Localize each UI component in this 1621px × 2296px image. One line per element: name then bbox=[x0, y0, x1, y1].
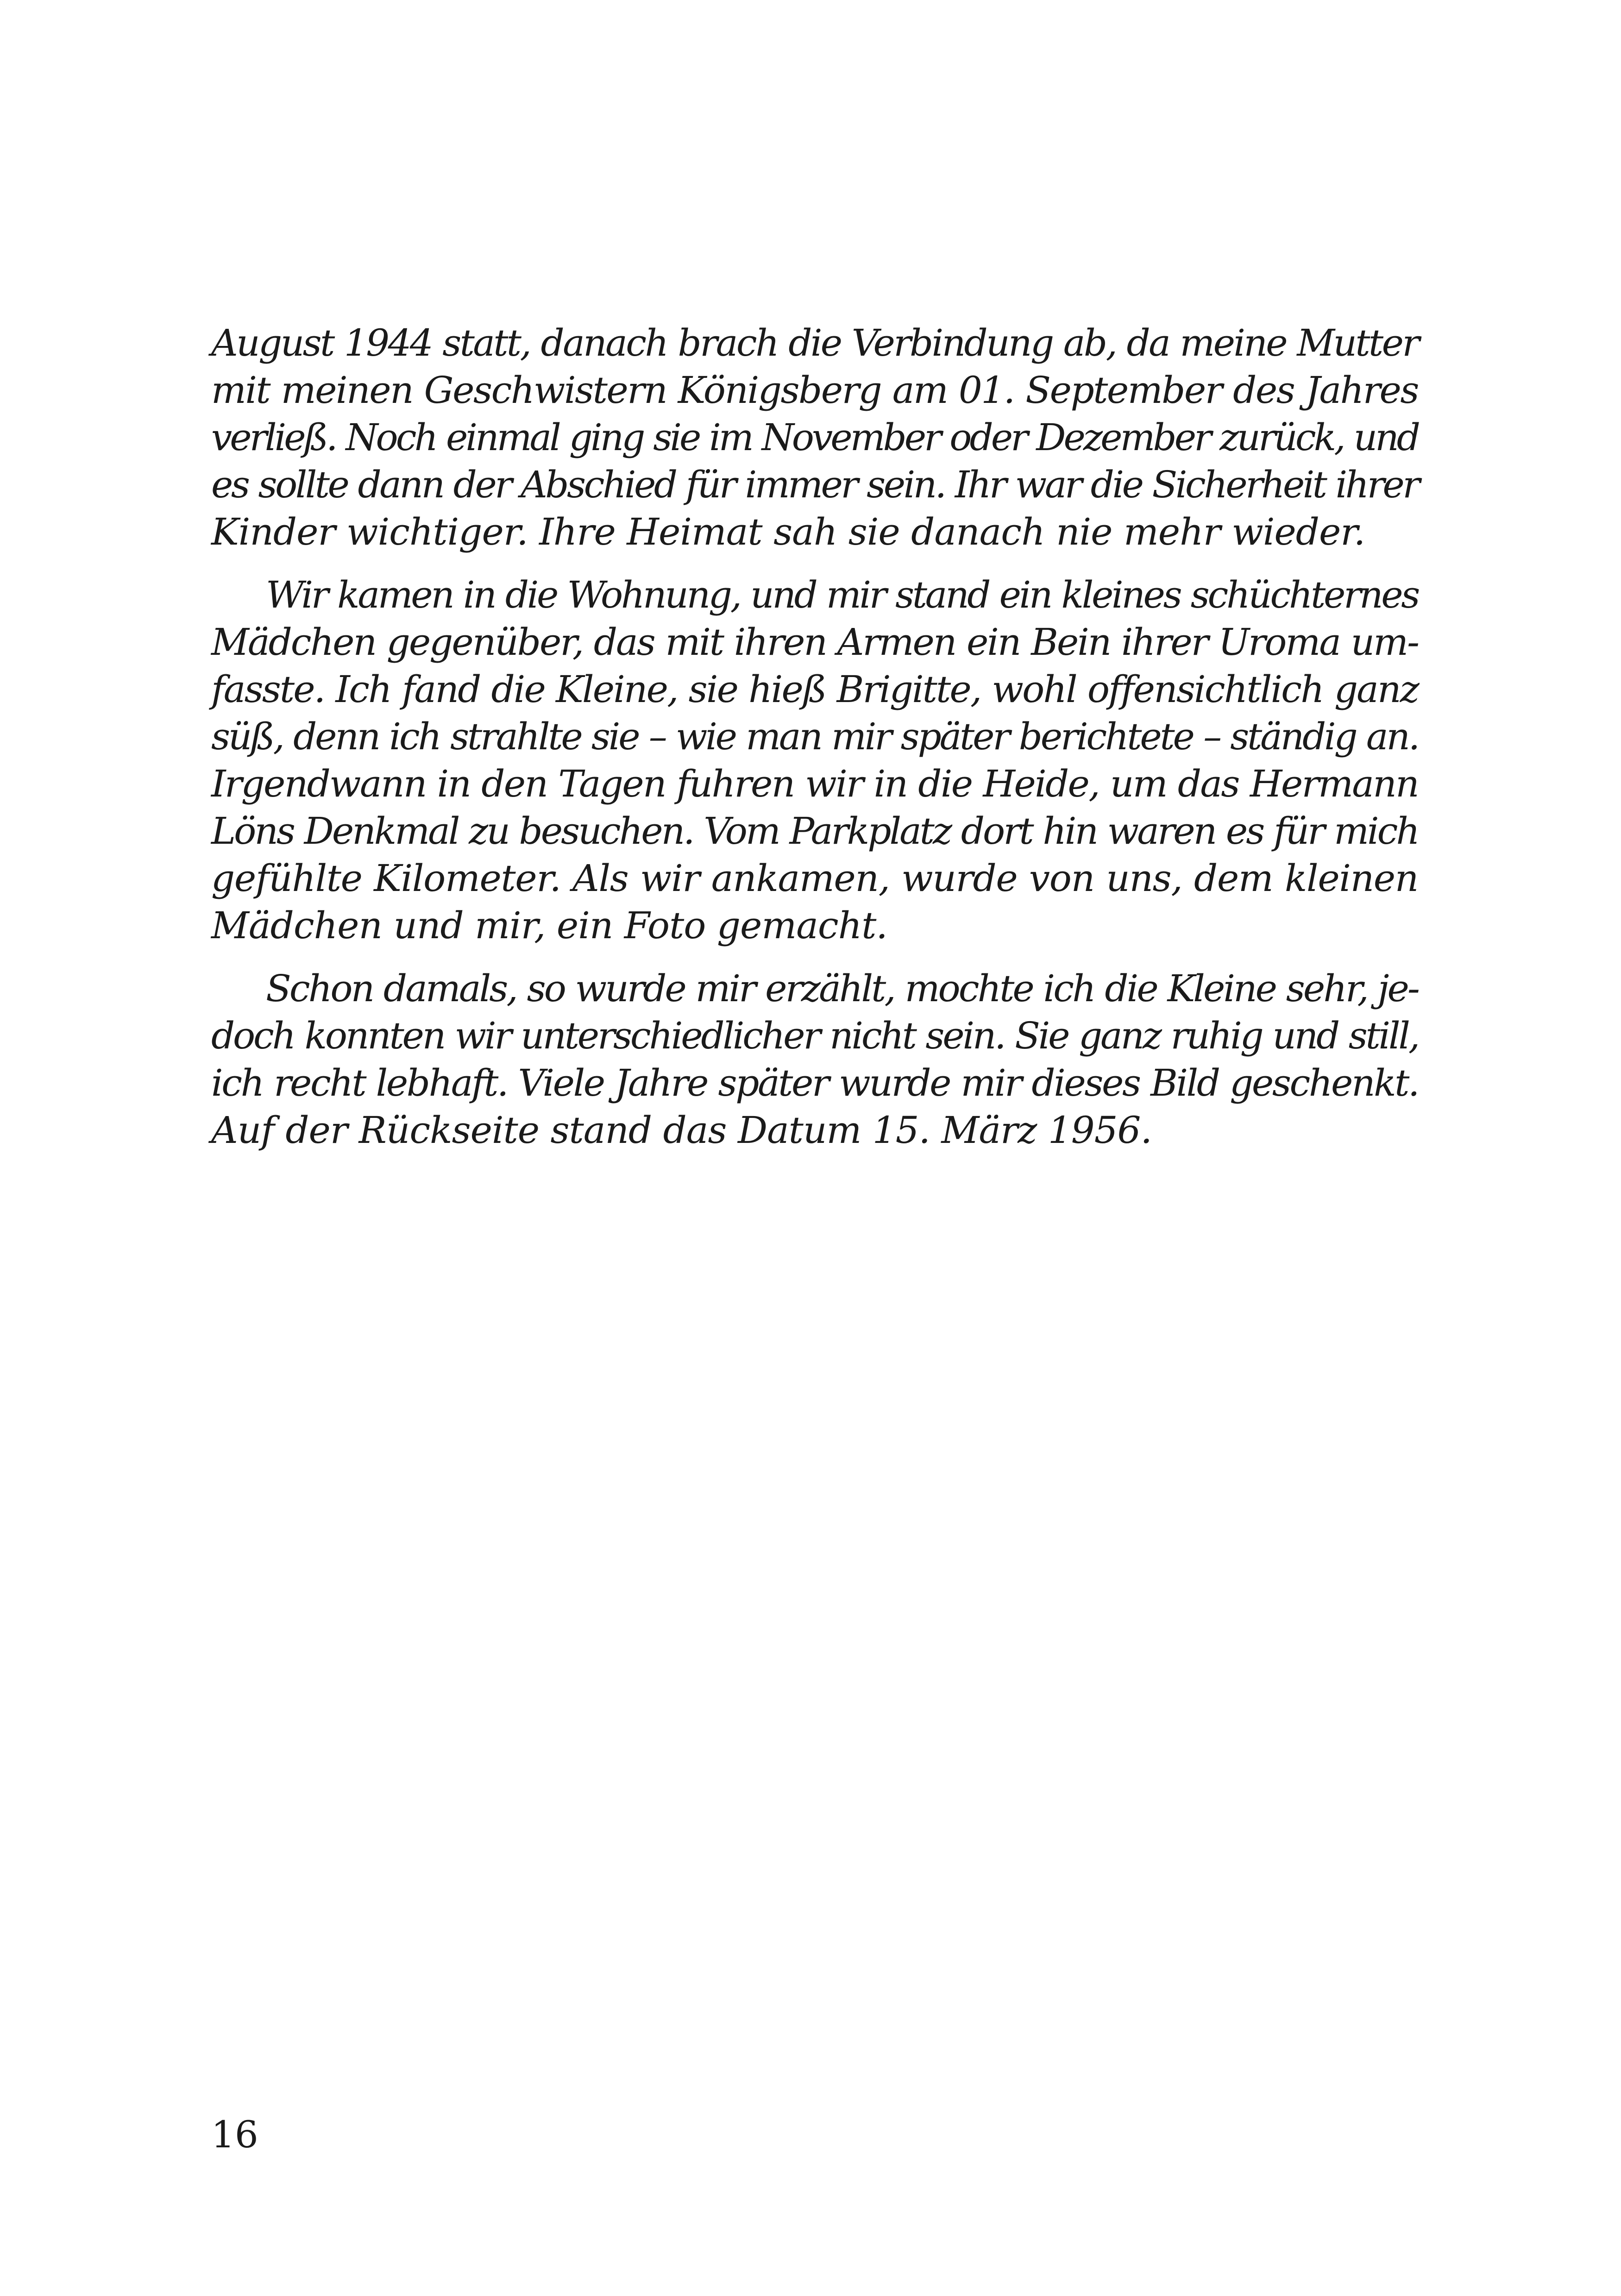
page-number: 16 bbox=[211, 2113, 258, 2156]
text-line: Schon damals, so wurde mir erzählt, mochte ich die Kleine sehr, je- bbox=[266, 967, 1418, 1010]
text-line: mit meinen Geschwistern Königsberg am 01. September des Jahres bbox=[211, 369, 1418, 412]
text-line: Wir kamen in die Wohnung, und mir stand ein kleines schüchternes bbox=[266, 573, 1418, 616]
paragraph-1 bbox=[211, 320, 1418, 556]
text-line: August 1944 statt, danach brach die Verbindung ab, da meine Mutter bbox=[211, 321, 1418, 364]
text-line: Mädchen gegenüber, das mit ihren Armen ein Bein ihrer Uroma um- bbox=[211, 621, 1418, 664]
body-text bbox=[211, 320, 1418, 1154]
paragraph-2 bbox=[211, 571, 1418, 949]
text-line: verließ. Noch einmal ging sie im November oder Dezember zurück, und bbox=[211, 416, 1418, 459]
text-line: ich recht lebhaft. Viele Jahre später wurde mir dieses Bild geschenkt. bbox=[211, 1061, 1418, 1104]
text-line: Löns Denkmal zu besuchen. Vom Parkplatz dort hin waren es für mich bbox=[211, 809, 1418, 853]
text-line: gefühlte Kilometer. Als wir ankamen, wurde von uns, dem kleinen bbox=[211, 857, 1418, 900]
text-line: Mädchen und mir, ein Foto gemacht. bbox=[211, 904, 887, 947]
text-line: Kinder wichtiger. Ihre Heimat sah sie danach nie mehr wieder. bbox=[211, 510, 1365, 553]
text-line: Auf der Rückseite stand das Datum 15. März 1956. bbox=[211, 1109, 1152, 1152]
text-line: fasste. Ich fand die Kleine, sie hieß Brigitte, wohl offensichtlich ganz bbox=[211, 668, 1418, 711]
text-line: es sollte dann der Abschied für immer sein. Ihr war die Sicherheit ihrer bbox=[211, 463, 1418, 506]
text-line: süß, denn ich strahlte sie – wie man mir später berichtete – ständig an. bbox=[211, 715, 1418, 758]
text-line: doch konnten wir unterschiedlicher nicht sein. Sie ganz ruhig und still, bbox=[211, 1014, 1418, 1057]
text-line: Irgendwann in den Tagen fuhren wir in die Heide, um das Hermann bbox=[211, 762, 1418, 805]
paragraph-3 bbox=[211, 965, 1418, 1154]
